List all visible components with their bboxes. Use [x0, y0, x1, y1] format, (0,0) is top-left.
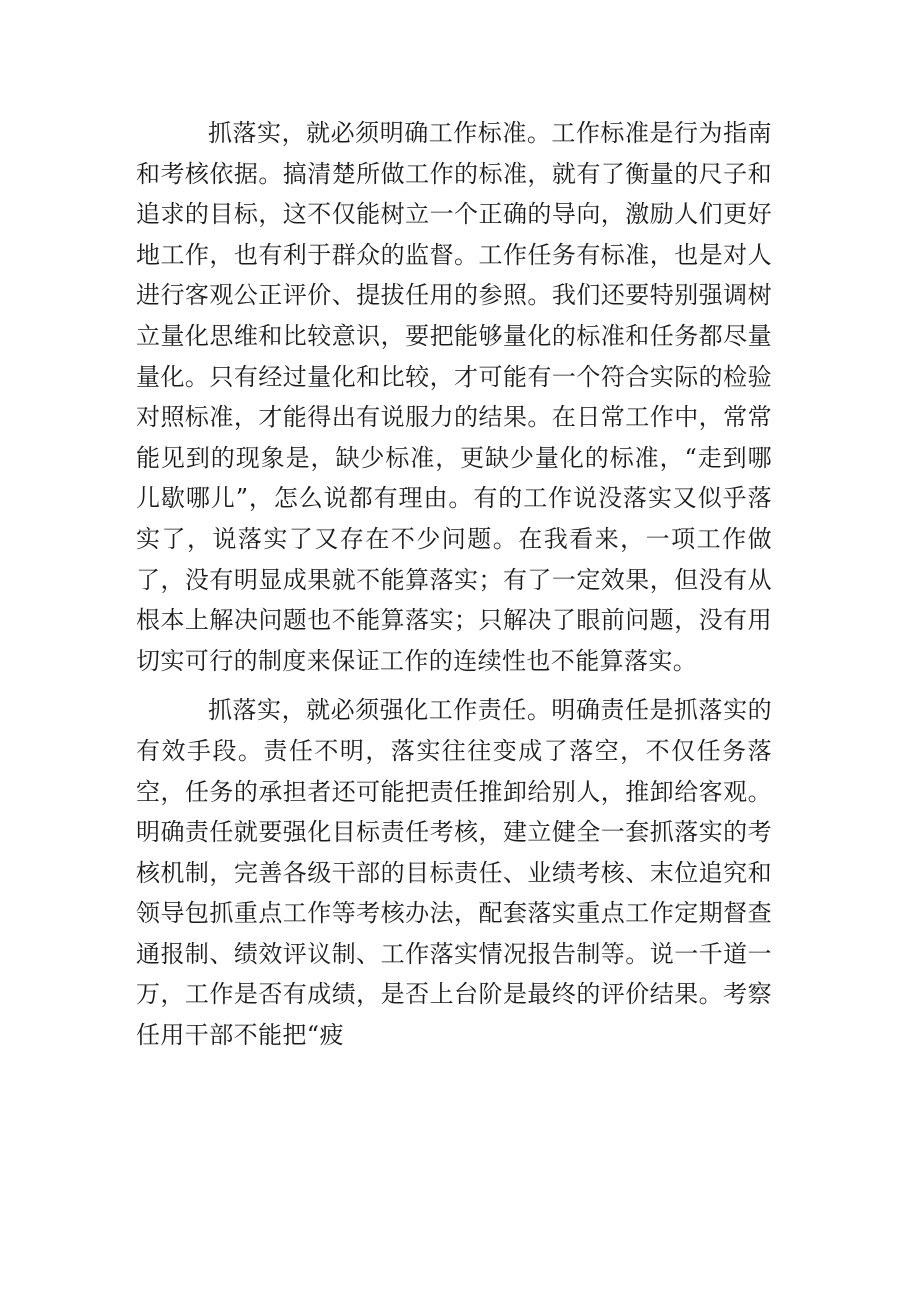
paragraph-work-responsibility: 抓落实，就必须强化工作责任。明确责任是抓落实的有效手段。责任不明，落实往往变成了落空，不仅任务落空，任务的承担者还可能把责任推卸给别人，推卸给客观。明确责任就要强化目标责任考核，建立健全一套抓落实的考核机制，完善各级干部的目标责任、业绩考核、末位追究和领导包抓重点工作等考核办法，配套落实重点工作定期督查通报制、绩效评议制、工作落实情况报告制等。说一千道一万，工作是否有成绩，是否上台阶是最终的评价结果。考察任用干部不能把“疲 — [136, 696, 772, 1050]
document-body — [136, 113, 772, 1056]
paragraph-work-standards: 抓落实，就必须明确工作标准。工作标准是行为指南和考核依据。搞清楚所做工作的标准，就有了衡量的尺子和追求的目标，这不仅能树立一个正确的导向，激励人们更好地工作，也有利于群众的监督。工作任务有标准，也是对人进行客观公正评价、提拔任用的参照。我们还要特别强调树立量化思维和比较意识，要把能够量化的标准和任务都尽量量化。只有经过量化和比较，才可能有一个符合实际的检验对照标准，才能得出有说服力的结果。在日常工作中，常常能见到的现象是，缺少标准，更缺少量化的标准，“走到哪儿歇哪儿”，怎么说都有理由。有的工作说没落实又似乎落实了，说落实了又存在不少问题。在我看来，一项工作做了，没有明显成果就不能算落实；有了一定效果，但没有从根本上解决问题也不能算落实；只解决了眼前问题，没有用切实可行的制度来保证工作的连续性也不能算落实。 — [136, 119, 772, 675]
